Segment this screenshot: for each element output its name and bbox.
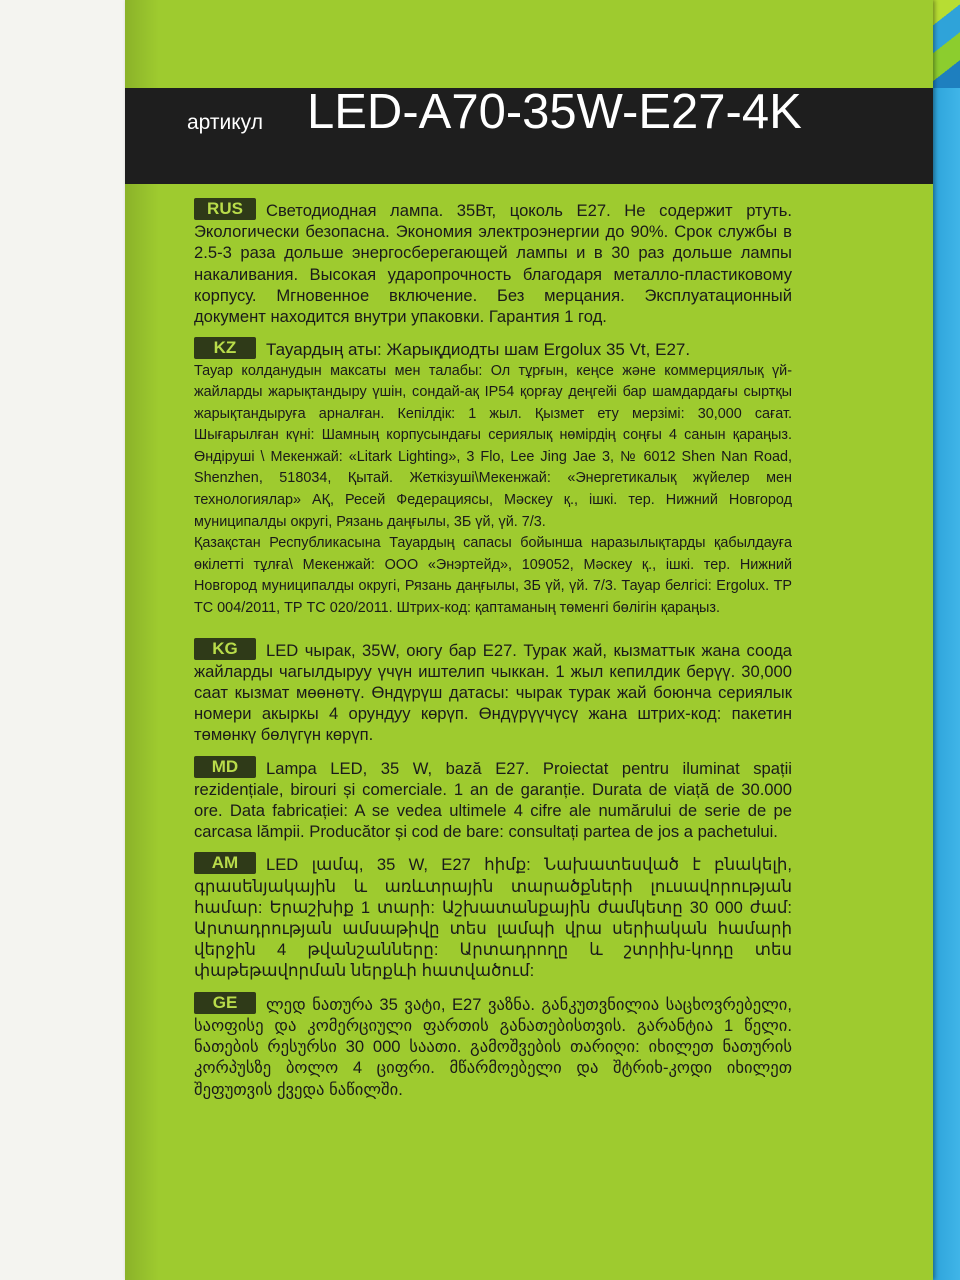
section-kg — [194, 638, 792, 746]
language-badge-rus: RUS — [194, 198, 256, 220]
section-rus — [194, 198, 792, 327]
section-kz-title: Тауардың аты: Жарықдиодты шам Ergolux 35 Vt, E27. — [266, 340, 691, 360]
section-am — [194, 852, 792, 981]
section-ge-text: ლედ ნათურა 35 ვატი, E27 ვაზნა. განკუთვნილია საცხოვრებელი, საოფისე და კომერციული ფართის განათებისთვის. გარანტია 1 წელი. ნათების რესურსი 30 000 საათი. გამოშვების თარიღი: იხილეთ ნათურის კორპუსზე ბოლო 4 ციფრი. მწარმოებელი და შტრიხ-კოდი იხილეთ შეფუთვის ქვედა ნაწილში. — [194, 994, 792, 1099]
article-code: LED-A70-35W-E27-4K — [307, 85, 802, 139]
language-badge-am: AM — [194, 852, 256, 874]
article-label: артикул — [187, 111, 263, 134]
panel-shadow — [125, 0, 159, 1280]
language-badge-kz: KZ — [194, 337, 256, 359]
language-badge-ge: GE — [194, 992, 256, 1014]
section-rus-text: Светодиодная лампа. 35Вт, цоколь E27. Не содержит ртуть. Экологически безопасна. Экономия электроэнергии до 90%. Срок службы в 2.5-3 раза дольше энергосберегающей лампы и в 30 раз дольше лампы накаливания. Высокая ударопрочность благодаря металло-пластиковому корпусу. Мгновенное включение. Без мерцания. Эксплуатационный документ находится внутри упаковки. Гарантия 1 год. — [194, 201, 792, 327]
language-badge-md: MD — [194, 756, 256, 778]
section-kg-text: LED чырак, 35W, оюгу бар E27. Турак жай, кызматтык жана соода жайларды чагылдыруу үчүн иштелип чыккан. 1 жыл кепилдик берүү. 30,000 саат кызмат мөөнөтү. Өндүрүш датасы: чырак турак жай боюнча сериялык номери акыркы 4 орундуу көрүп. Өндүрүүчүсү жана штрих-код: пакетин төмөнкү бөлүгүн көрүп. — [194, 640, 792, 745]
section-md — [194, 756, 792, 843]
language-badge-kg: KG — [194, 638, 256, 660]
section-am-text: LED լամպ, 35 W, E27 հիմք: Նախատեսված է բնակելի, գրասենյակային և առևտրային տարածքների լուսավորության համար: Երաշխիք 1 տարի: Աշխատանքային ժամկետը 30 000 ժամ: Արտադրության ամսաթիվը տես լամպի վրա սերիական համարի վերջին 4 թվանշանները: Արտադրողը և շտրիխ-կոդը տես փաթեթավորման ներքևի հատվածում: — [194, 855, 792, 981]
section-kz-paragraph-1: Тауар колданудын максаты мен талабы: Ол тұрғын, кеңсе және коммерциялық үй-жайларды жарықтандыру үшін, сондай-ақ IP54 қорғау деңгейі бар шамдардағы сыртқы жарықтандыруға арналған. Кепілдік: 1 жыл. Қызмет ету мерзімі: 30,000 сағат. Шығарылған күні: Шамның корпусындағы сериялық нөмірдің соңғы 4 санын қараңыз. Өндіруші \ Мекенжай: «Litark Lighting», 3 Flo, Lee Jing Jae 3, № 6012 Shen Nan Road, Shenzhen, 518034, Қытай. Жеткізуші\Мекенжай: «Энергетикалық жүйелер мен технологиялар» АҚ, Ресей Федерациясы, Мәскеу қ., ішкі. тер. Нижний Новгород муниципалды округі, Рязань даңғылы, 3Б үй, үй. 7/3. — [194, 362, 792, 530]
section-kz — [194, 337, 792, 619]
section-md-text: Lampa LED, 35 W, bază E27. Proiectat pentru iluminat spații rezidențiale, birouri și comerciale. 1 an de garanție. Durata de viață de 30.000 ore. Data fabricației: A se vedea ultimele 4 cifre ale numărului de serie de pe carcasa lămpii. Producător și cod de bare: consultați partea de jos a pachetului. — [194, 758, 792, 842]
section-ge — [194, 992, 792, 1100]
section-kz-paragraph-2: Қазақстан Республикасына Тауардың сапасы бойынша наразылықтарды қабылдауға өкілетті тұлға\ Мекенжай: ООО «Энэртейд», 109052, Мәскеу қ., ішкі. тер. Нижний Новгород муниципалды округі, Рязань даңғылы, 3Б үй, үй. 7/3. Тауар белгісі: Ergolux. ТР ТС 004/2011, ТР ТС 020/2011. Штрих-код: қаптаманың төменгі бөлігін қараңыз. — [194, 535, 792, 617]
instructions-text — [194, 198, 792, 1110]
